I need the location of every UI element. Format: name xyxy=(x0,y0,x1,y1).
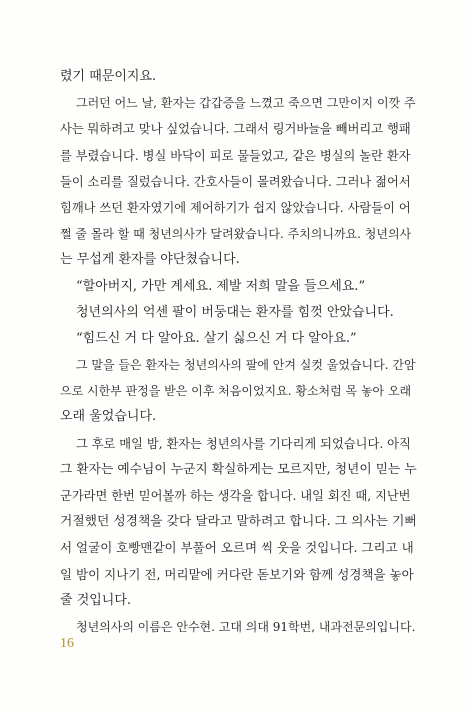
text-line: 는 무섭게 환자를 야단쳤습니다. xyxy=(60,252,240,268)
text-line: 렸기 때문이지요. xyxy=(60,69,157,84)
text-line: 들이 소리를 질렀습니다. 간호사들이 몰려왔습니다. 그러나 젊어서 xyxy=(60,174,411,189)
body-text xyxy=(60,64,417,640)
text-line: 청년의사의 억센 팔이 버둥대는 환자를 힘껏 안았습니다. xyxy=(76,304,394,320)
page-number: 16 xyxy=(60,636,74,651)
text-line: “힘드신 거 다 알아요. 살기 싫으신 거 다 알아요.” xyxy=(76,330,357,346)
text-line: 군가라면 한번 믿어볼까 하는 생각을 합니다. 내일 회진 때, 지난번 xyxy=(60,489,411,503)
text-line: 그 환자는 예수님이 누군지 확실하게는 모르지만, 청년이 믿는 누 xyxy=(60,461,417,477)
text-line: 오래 울었습니다. xyxy=(60,409,157,425)
text-line: 힘깨나 쓰던 환자였기에 제어하기가 쉽지 않았습니다. 사람들이 어 xyxy=(60,200,411,215)
text-line: 를 부렸습니다. 병실 바닥이 피로 물들었고, 같은 병실의 놀란 환자 xyxy=(60,148,411,163)
text-line: 서 얼굴이 호빵맨같이 부풀어 오르며 씩 웃을 것입니다. 그리고 내 xyxy=(60,540,414,556)
text-line: 그러던 어느 날, 환자는 갑갑증을 느꼈고 죽으면 그만이지 이깟 주 xyxy=(76,96,416,111)
text-line: 사는 뭐하려고 맞나 싶었습니다. 그래서 링거바늘을 빼버리고 행패 xyxy=(60,122,411,137)
text-line: 그 후로 매일 밤, 환자는 청년의사를 기다리게 되었습니다. 아직 xyxy=(76,436,411,451)
text-line: 청년의사의 이름은 안수현. 고대 의대 91학번, 내과전문의입니다. xyxy=(76,619,416,634)
text-line: 으로 시한부 판정을 받은 이후 처음이었지요. 황소처럼 목 놓아 오래 xyxy=(60,384,412,399)
text-line: 줄 것입니다. xyxy=(60,592,132,608)
text-line: 거절했던 성경책을 갖다 달라고 말하려고 합니다. 그 의사는 기뻐 xyxy=(60,514,417,530)
text-line: 쩔 줄 몰라 할 때 청년의사가 달려왔습니다. 주치의니까요. 청년의사 xyxy=(60,227,412,242)
text-line: 일 밤이 지나기 전, 머리맡에 커다란 돋보기와 함께 성경책을 놓아 xyxy=(60,566,414,582)
text-line: “할아버지, 가만 계세요. 제발 저희 말을 들으세요.” xyxy=(76,278,366,294)
text-line: 그 말을 들은 환자는 청년의사의 팔에 안겨 실컷 울었습니다. 간암 xyxy=(76,358,416,373)
